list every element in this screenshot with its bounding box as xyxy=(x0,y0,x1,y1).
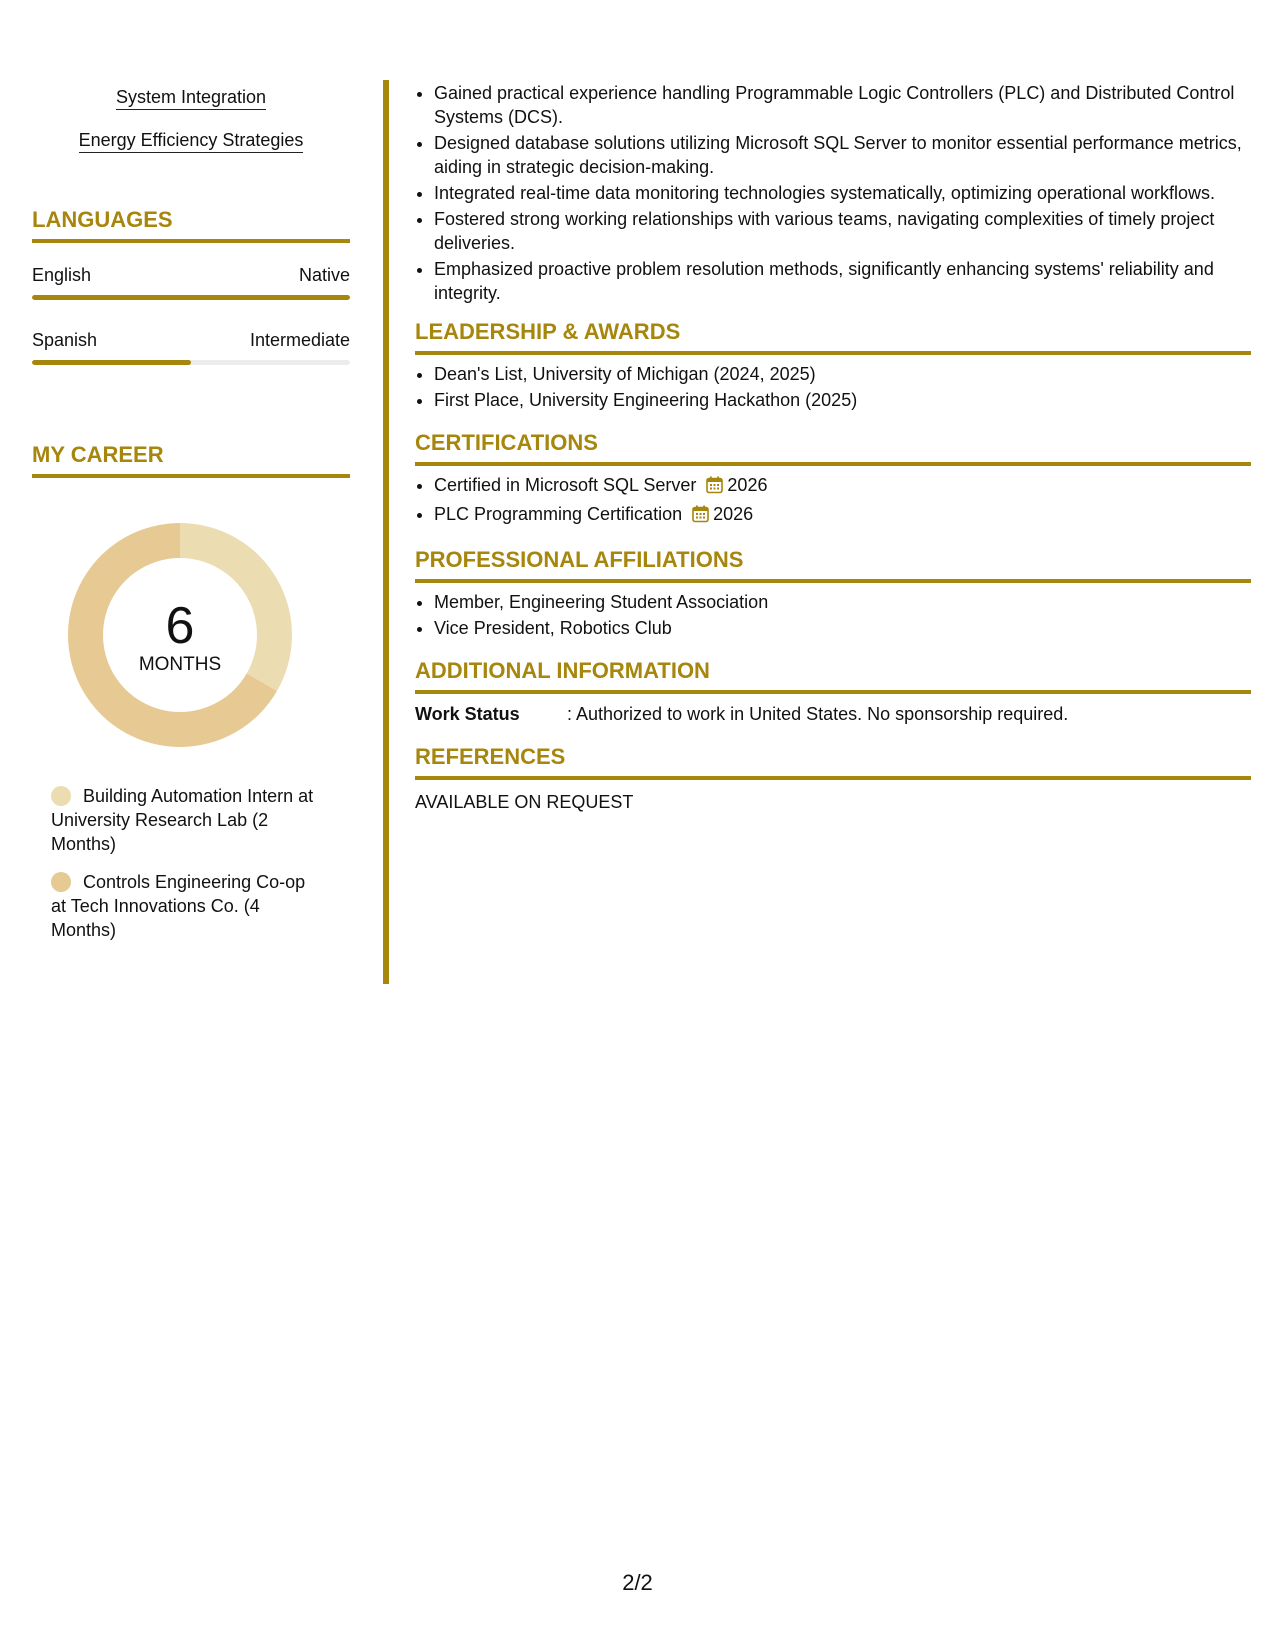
career-total-unit: MONTHS xyxy=(138,654,222,675)
certification-name: PLC Programming Certification xyxy=(434,504,683,524)
career-legend-label: Building Automation Intern at University Research Lab (2 Months) xyxy=(51,786,314,854)
affiliations-section xyxy=(415,547,1251,640)
legend-dot xyxy=(51,872,71,892)
leadership-title: LEADERSHIP & AWARDS xyxy=(415,319,681,344)
leadership-item: • Dean's List, University of Michigan (2024, 2025) xyxy=(434,362,1251,386)
additional-info-section xyxy=(415,658,1251,726)
section-rule xyxy=(32,474,350,478)
language-proficiency-bar xyxy=(32,295,350,300)
references-title: REFERENCES xyxy=(415,744,566,769)
certification-name: Certified in Microsoft SQL Server xyxy=(434,475,697,495)
certification-item xyxy=(434,502,1251,529)
career-total-value: 6 xyxy=(165,597,195,655)
affiliations-title: PROFESSIONAL AFFILIATIONS xyxy=(415,547,744,572)
career-legend xyxy=(51,784,321,942)
additional-info-title: ADDITIONAL INFORMATION xyxy=(415,658,710,683)
language-proficiency-bar xyxy=(32,360,350,365)
career-legend-label: Controls Engineering Co-op at Tech Innovations Co. (4 Months) xyxy=(51,872,306,940)
references-section xyxy=(415,744,1251,814)
section-rule xyxy=(415,351,1251,355)
section-rule xyxy=(415,776,1251,780)
experience-bullet: • Designed database solutions utilizing Microsoft SQL Server to monitor essential performance metrics, aiding in strategic decision-making. xyxy=(434,131,1251,179)
certification-item xyxy=(434,473,1251,500)
language-item xyxy=(32,264,350,300)
experience-bullet: • Fostered strong working relationships with various teams, navigating complexities of timely project deliveries. xyxy=(434,207,1251,255)
career-legend-item xyxy=(51,870,321,942)
section-rule xyxy=(415,690,1251,694)
section-rule xyxy=(415,579,1251,583)
right-column xyxy=(415,81,1251,814)
language-level: Intermediate xyxy=(249,330,350,350)
experience-bullet: • Gained practical experience handling Programmable Logic Controllers (PLC) and Distributed Control Systems (DCS). xyxy=(434,81,1251,129)
affiliations-list xyxy=(415,590,1251,640)
work-status-row xyxy=(415,702,1251,726)
skill-tag: System Integration xyxy=(116,86,266,110)
language-name: English xyxy=(32,265,92,285)
career-title: MY CAREER xyxy=(32,442,164,467)
experience-bullet: • Emphasized proactive problem resolution methods, significantly enhancing systems' reliability and integrity. xyxy=(434,257,1251,305)
references-text: AVAILABLE ON REQUEST xyxy=(415,792,634,812)
experience-bullet: • Integrated real-time data monitoring technologies systematically, optimizing operational workflows. xyxy=(434,181,1251,205)
calendar-icon xyxy=(692,505,709,529)
certifications-title: CERTIFICATIONS xyxy=(415,430,598,455)
page-number: 2/2 xyxy=(622,1570,653,1595)
legend-dot xyxy=(51,786,71,806)
certifications-list xyxy=(415,473,1251,529)
career-donut-chart xyxy=(67,522,293,748)
certification-year: 2026 xyxy=(727,475,768,495)
donut-center xyxy=(67,522,293,748)
language-item xyxy=(32,329,350,365)
career-legend-item xyxy=(51,784,321,856)
certifications-section xyxy=(415,430,1251,529)
work-status-value: : Authorized to work in United States. No sponsorship required. xyxy=(567,704,1069,724)
affiliation-item: • Vice President, Robotics Club xyxy=(434,616,1251,640)
leadership-section xyxy=(415,319,1251,412)
skill-tag: Energy Efficiency Strategies xyxy=(79,129,304,153)
leadership-item: • First Place, University Engineering Hackathon (2025) xyxy=(434,388,1251,412)
left-column xyxy=(32,86,350,956)
language-proficiency-fill xyxy=(32,360,191,365)
language-proficiency-fill xyxy=(32,295,350,300)
work-status-label: Work Status xyxy=(415,704,520,724)
column-divider xyxy=(383,80,389,984)
skill-tags xyxy=(32,86,350,153)
language-name: Spanish xyxy=(32,330,98,350)
section-rule xyxy=(415,462,1251,466)
certification-year: 2026 xyxy=(713,504,754,524)
leadership-list xyxy=(415,362,1251,412)
experience-bullets xyxy=(415,81,1251,305)
languages-title: LANGUAGES xyxy=(32,207,173,232)
calendar-icon xyxy=(706,476,723,500)
language-level: Native xyxy=(298,265,350,285)
section-rule xyxy=(32,239,350,243)
affiliation-item: • Member, Engineering Student Association xyxy=(434,590,1251,614)
